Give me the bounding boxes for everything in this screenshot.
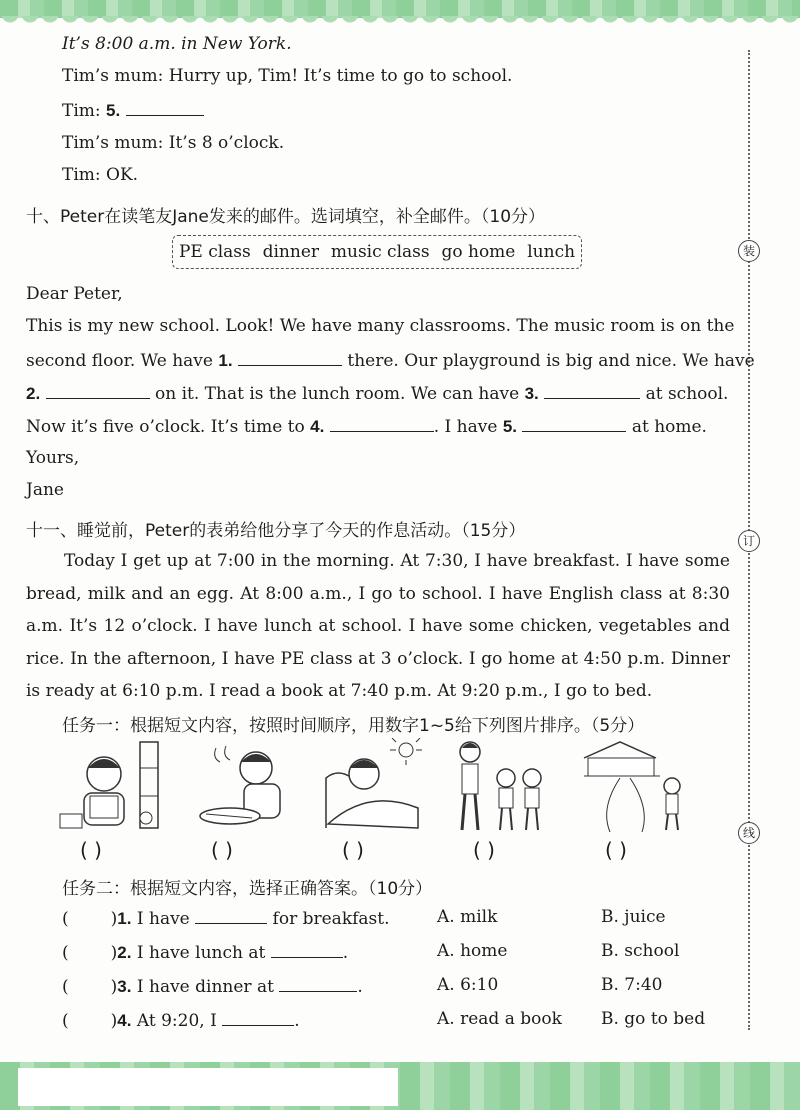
question-number: 5. [106, 101, 121, 120]
task-1-title: 任务一：根据短文内容，按照时间顺序，用数字1~5给下列图片排序。（5分） [62, 716, 645, 736]
blank-number: 1. [218, 351, 233, 370]
word-option: PE class [178, 242, 251, 262]
email-signature: Jane [26, 480, 64, 500]
answer-paren[interactable]: ( [62, 943, 69, 963]
option-a: A. read a book [437, 1009, 562, 1029]
email-line-4 [26, 415, 707, 437]
order-answer-1[interactable]: ( ) [80, 838, 102, 862]
question-text: I have [131, 909, 196, 929]
binding-mark-3: 线 [738, 822, 760, 844]
email-line-3 [26, 382, 728, 404]
email-greeting: Dear Peter, [26, 284, 123, 304]
word-option: dinner [262, 242, 320, 262]
order-answer-5[interactable]: ( ) [605, 838, 627, 862]
email-text: at home. [626, 417, 707, 437]
option-b: B. school [601, 941, 680, 961]
question-text: . [342, 943, 349, 963]
dialogue-line-1: It’s 8:00 a.m. in New York. [62, 34, 292, 54]
email-text: . I have [433, 417, 503, 437]
email-text: there. Our playground is big and nice. We have [341, 351, 755, 371]
order-answer-3[interactable]: ( ) [342, 838, 364, 862]
question-blank[interactable] [279, 975, 357, 992]
question-text: for breakfast. [267, 909, 390, 929]
picture-having-breakfast [186, 738, 296, 834]
question-text: I have lunch at [131, 943, 271, 963]
blank-number: 2. [26, 384, 41, 403]
email-closing: Yours, [26, 448, 80, 468]
task-2-title: 任务二：根据短文内容，选择正确答案。（10分） [62, 879, 433, 899]
picture-reading-book [54, 738, 164, 834]
word-option: go home [441, 242, 516, 262]
answer-paren[interactable]: ( [62, 977, 69, 997]
reading-passage: Today I get up at 7:00 in the morning. At 7:30, I have breakfast. I have some bread, milk and an egg. At 8:00 a.m., I go to school. I have English class at 8:30 a.m. It’s 12 o’clock. I have lunch at school. I have some chicken, vegetables and rice. In the afternoon, I have PE class at 3 o’clock. I go home at 4:50 p.m. Dinner is ready at 6:10 p.m. I read a book at 7:40 p.m. At 9:20 p.m., I go to bed. [26, 551, 730, 701]
answer-paren[interactable]: ( [62, 1011, 69, 1031]
email-text: Now it’s five o’clock. It’s time to [26, 417, 311, 437]
dialogue-line-2: Tim’s mum: Hurry up, Tim! It’s time to go to school. [62, 66, 513, 86]
option-a: A. 6:10 [437, 975, 499, 995]
top-decorative-band [0, 0, 800, 18]
email-blank-1[interactable] [238, 349, 342, 366]
option-a: A. milk [437, 907, 498, 927]
blank-number: 4. [310, 417, 325, 436]
question-text: . [357, 977, 363, 997]
binding-mark-2: 订 [738, 530, 760, 552]
option-b: B. go to bed [601, 1009, 706, 1029]
picture-getting-up [318, 738, 428, 834]
question-text: I have dinner at [131, 977, 280, 997]
question-blank[interactable] [271, 941, 343, 958]
section-11-title: 十一、睡觉前，Peter的表弟给他分享了今天的作息活动。（15分） [26, 521, 526, 541]
question-row [62, 975, 363, 997]
email-blank-3[interactable] [544, 382, 640, 399]
picture-going-home [580, 738, 690, 834]
email-blank-2[interactable] [46, 382, 150, 399]
word-bank [172, 235, 582, 269]
question-blank[interactable] [195, 907, 267, 924]
answer-paren[interactable]: ) [110, 909, 118, 929]
email-blank-5[interactable] [522, 415, 626, 432]
option-a: A. home [437, 941, 508, 961]
word-option: lunch [527, 242, 576, 262]
answer-paren[interactable]: ) [110, 977, 118, 997]
question-row [62, 907, 390, 929]
email-line-1: This is my new school. Look! We have many classrooms. The music room is on the [26, 316, 735, 336]
dialogue-line-4: Tim’s mum: It’s 8 o’clock. [62, 133, 285, 153]
option-b: B. juice [601, 907, 666, 927]
email-text: on it. That is the lunch room. We can have [149, 384, 525, 404]
answer-paren[interactable]: ) [110, 1011, 118, 1031]
question-text: . [294, 1011, 300, 1031]
picture-pe-class [446, 738, 556, 834]
order-answer-2[interactable]: ( ) [211, 838, 233, 862]
question-number: 4. [117, 1011, 132, 1030]
question-row [62, 941, 348, 963]
email-text: at school. [640, 384, 729, 404]
word-option: music class [330, 242, 430, 262]
binding-mark-1: 装 [738, 240, 760, 262]
answer-paren[interactable]: ( [62, 909, 69, 929]
option-b: B. 7:40 [601, 975, 663, 995]
bottom-blank-area [18, 1068, 398, 1106]
question-text: At 9:20, I [131, 1011, 223, 1031]
answer-blank[interactable] [126, 99, 204, 116]
question-number: 3. [117, 977, 132, 996]
email-text: second floor. We have [26, 351, 219, 371]
blank-number: 5. [502, 417, 518, 436]
email-line-2 [26, 349, 755, 371]
answer-paren[interactable]: ) [110, 943, 118, 963]
dialogue-line-3 [62, 99, 204, 121]
blank-number: 3. [524, 384, 539, 403]
question-blank[interactable] [222, 1009, 294, 1026]
order-answer-4[interactable]: ( ) [473, 838, 495, 862]
email-blank-4[interactable] [330, 415, 434, 432]
dialogue-speaker: Tim: [62, 101, 107, 121]
question-number: 1. [117, 909, 132, 928]
dialogue-line-5: Tim: OK. [62, 165, 139, 185]
question-row [62, 1009, 300, 1031]
section-10-title: 十、Peter在读笔友Jane发来的邮件。选词填空，补全邮件。（10分） [26, 207, 546, 227]
question-number: 2. [117, 943, 132, 962]
